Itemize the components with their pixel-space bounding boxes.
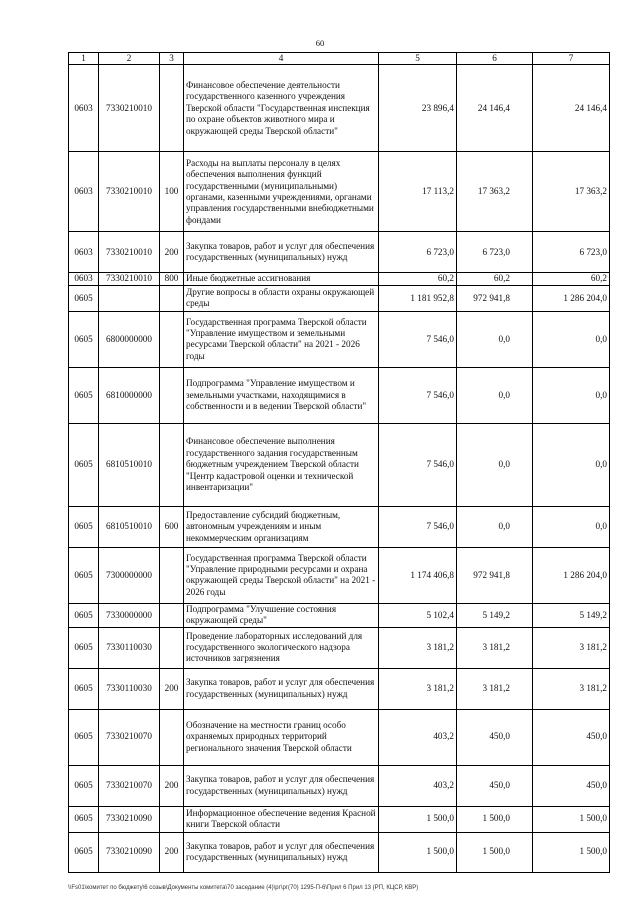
section-code-cell: 0605	[69, 806, 99, 832]
table-row	[69, 232, 610, 273]
amount-year1-cell: 1 500,0	[379, 832, 457, 872]
amount-year1-cell: 7 546,0	[379, 423, 457, 506]
table-row	[69, 285, 610, 311]
item-name-cell: Закупка товаров, работ и услуг для обеспечения государственных (муниципальных) нужд	[184, 832, 379, 872]
target-article-cell: 7330210090	[99, 806, 160, 832]
item-name-cell: Информационное обеспечение ведения Красной книги Тверской области	[184, 806, 379, 832]
amount-year1-cell: 3 181,2	[379, 627, 457, 668]
section-code-cell: 0603	[69, 152, 99, 232]
item-name-cell: Финансовое обеспечение деятельности государственного казенного учреждения Тверской области "Государственная инспекция по охране объектов животного мира и окружающей среды Тверской области"	[184, 65, 379, 152]
amount-year1-cell: 7 546,0	[379, 506, 457, 547]
amount-year2-cell: 972 941,8	[457, 547, 533, 603]
table-row	[69, 506, 610, 547]
item-name-cell: Предоставление субсидий бюджетным, автономным учреждениям и иным некоммерческим организациям	[184, 506, 379, 547]
footer-file-path: \\Fs01\комитет по бюджету\6 созыв\Документы комитета\70 заседание (4)\рг\рг(70) 1295-П-6\Прил 6 Прил 13 (РП, КЦСР, КВР)	[68, 885, 419, 891]
amount-year3-cell: 0,0	[533, 423, 610, 506]
header-cell: 7	[533, 53, 610, 65]
amount-year1-cell: 17 113,2	[379, 152, 457, 232]
item-name-cell: Подпрограмма "Улучшение состояния окружающей среды"	[184, 603, 379, 627]
amount-year1-cell: 7 546,0	[379, 367, 457, 423]
amount-year3-cell: 1 286 204,0	[533, 547, 610, 603]
section-code-cell: 0603	[69, 232, 99, 273]
header-cell: 4	[184, 53, 379, 65]
amount-year2-cell: 450,0	[457, 765, 533, 806]
expense-type-cell: 200	[160, 765, 184, 806]
expense-type-cell	[160, 311, 184, 367]
section-code-cell: 0605	[69, 285, 99, 311]
target-article-cell: 7330210010	[99, 152, 160, 232]
target-article-cell: 6800000000	[99, 311, 160, 367]
amount-year2-cell: 60,2	[457, 273, 533, 285]
target-article-cell: 7330210090	[99, 832, 160, 872]
target-article-cell: 7330210010	[99, 65, 160, 152]
amount-year3-cell: 450,0	[533, 709, 610, 765]
amount-year3-cell: 5 149,2	[533, 603, 610, 627]
amount-year3-cell: 1 286 204,0	[533, 285, 610, 311]
table-row	[69, 367, 610, 423]
target-article-cell	[99, 285, 160, 311]
item-name-cell: Государственная программа Тверской области "Управление природными ресурсами и охрана окружающей среды Тверской области" на 2021 - 2026 годы	[184, 547, 379, 603]
target-article-cell: 6810510010	[99, 506, 160, 547]
amount-year2-cell: 24 146,4	[457, 65, 533, 152]
amount-year3-cell: 0,0	[533, 367, 610, 423]
amount-year1-cell: 1 181 952,8	[379, 285, 457, 311]
target-article-cell: 6810510010	[99, 423, 160, 506]
expense-type-cell	[160, 806, 184, 832]
section-code-cell: 0603	[69, 273, 99, 285]
amount-year1-cell: 1 174 406,8	[379, 547, 457, 603]
amount-year2-cell: 972 941,8	[457, 285, 533, 311]
amount-year2-cell: 6 723,0	[457, 232, 533, 273]
amount-year1-cell: 23 896,4	[379, 65, 457, 152]
amount-year3-cell: 1 500,0	[533, 806, 610, 832]
amount-year1-cell: 1 500,0	[379, 806, 457, 832]
amount-year2-cell: 450,0	[457, 709, 533, 765]
item-name-cell: Закупка товаров, работ и услуг для обеспечения государственных (муниципальных) нужд	[184, 668, 379, 709]
item-name-cell: Закупка товаров, работ и услуг для обеспечения государственных (муниципальных) нужд	[184, 232, 379, 273]
table-row	[69, 603, 610, 627]
amount-year1-cell: 403,2	[379, 765, 457, 806]
item-name-cell: Государственная программа Тверской области "Управление имуществом и земельными ресурсами Тверской области" на 2021 - 2026 годы	[184, 311, 379, 367]
expense-type-cell: 200	[160, 832, 184, 872]
section-code-cell: 0603	[69, 65, 99, 152]
target-article-cell: 7300000000	[99, 547, 160, 603]
expense-type-cell: 600	[160, 506, 184, 547]
section-code-cell: 0605	[69, 367, 99, 423]
amount-year3-cell: 1 500,0	[533, 832, 610, 872]
expense-type-cell	[160, 285, 184, 311]
amount-year2-cell: 1 500,0	[457, 832, 533, 872]
amount-year3-cell: 3 181,2	[533, 668, 610, 709]
table-row	[69, 311, 610, 367]
target-article-cell: 7330110030	[99, 668, 160, 709]
table-row	[69, 152, 610, 232]
item-name-cell: Проведение лабораторных исследований для государственного экологического надзора источников загрязнения	[184, 627, 379, 668]
section-code-cell: 0605	[69, 506, 99, 547]
target-article-cell: 7330210070	[99, 709, 160, 765]
amount-year3-cell: 24 146,4	[533, 65, 610, 152]
header-row	[69, 53, 610, 65]
amount-year2-cell: 0,0	[457, 506, 533, 547]
target-article-cell: 6810000000	[99, 367, 160, 423]
amount-year2-cell: 1 500,0	[457, 806, 533, 832]
section-code-cell: 0605	[69, 603, 99, 627]
section-code-cell: 0605	[69, 765, 99, 806]
amount-year3-cell: 0,0	[533, 311, 610, 367]
expense-type-cell	[160, 65, 184, 152]
amount-year3-cell: 0,0	[533, 506, 610, 547]
amount-year1-cell: 403,2	[379, 709, 457, 765]
expense-type-cell	[160, 603, 184, 627]
expense-type-cell	[160, 367, 184, 423]
target-article-cell: 7330210010	[99, 232, 160, 273]
item-name-cell: Другие вопросы в области охраны окружающей среды	[184, 285, 379, 311]
amount-year2-cell: 17 363,2	[457, 152, 533, 232]
table-row	[69, 765, 610, 806]
header-cell: 1	[69, 53, 99, 65]
amount-year3-cell: 450,0	[533, 765, 610, 806]
header-cell: 5	[379, 53, 457, 65]
header-cell: 6	[457, 53, 533, 65]
amount-year3-cell: 3 181,2	[533, 627, 610, 668]
section-code-cell: 0605	[69, 668, 99, 709]
item-name-cell: Закупка товаров, работ и услуг для обеспечения государственных (муниципальных) нужд	[184, 765, 379, 806]
amount-year1-cell: 6 723,0	[379, 232, 457, 273]
expense-type-cell: 800	[160, 273, 184, 285]
expense-type-cell: 200	[160, 668, 184, 709]
section-code-cell: 0605	[69, 423, 99, 506]
table-row	[69, 627, 610, 668]
amount-year3-cell: 17 363,2	[533, 152, 610, 232]
amount-year1-cell: 3 181,2	[379, 668, 457, 709]
budget-table	[68, 52, 610, 873]
target-article-cell: 7330110030	[99, 627, 160, 668]
amount-year2-cell: 0,0	[457, 311, 533, 367]
section-code-cell: 0605	[69, 547, 99, 603]
target-article-cell: 7330210010	[99, 273, 160, 285]
table-row	[69, 423, 610, 506]
table-row	[69, 668, 610, 709]
page-number: 60	[315, 38, 325, 48]
expense-type-cell	[160, 547, 184, 603]
table-row	[69, 65, 610, 152]
item-name-cell: Расходы на выплаты персоналу в целях обеспечения выполнения функций государственными (муниципальными) органами, казенными учреждениями, органами управления государственными внебюджетными фондами	[184, 152, 379, 232]
table-row	[69, 709, 610, 765]
item-name-cell: Подпрограмма "Управление имуществом и земельными участками, находящимися в собственности и в ведении Тверской области"	[184, 367, 379, 423]
amount-year1-cell: 7 546,0	[379, 311, 457, 367]
table-row	[69, 806, 610, 832]
amount-year2-cell: 5 149,2	[457, 603, 533, 627]
amount-year2-cell: 3 181,2	[457, 668, 533, 709]
header-cell: 2	[99, 53, 160, 65]
header-cell: 3	[160, 53, 184, 65]
expense-type-cell	[160, 709, 184, 765]
table-row	[69, 547, 610, 603]
table-row	[69, 273, 610, 285]
amount-year2-cell: 3 181,2	[457, 627, 533, 668]
expense-type-cell: 200	[160, 232, 184, 273]
amount-year3-cell: 6 723,0	[533, 232, 610, 273]
section-code-cell: 0605	[69, 311, 99, 367]
expense-type-cell	[160, 423, 184, 506]
item-name-cell: Иные бюджетные ассигнования	[184, 273, 379, 285]
expense-type-cell: 100	[160, 152, 184, 232]
amount-year2-cell: 0,0	[457, 367, 533, 423]
item-name-cell: Обозначение на местности границ особо охраняемых природных территорий регионального значения Тверской области	[184, 709, 379, 765]
target-article-cell: 7330000000	[99, 603, 160, 627]
expense-type-cell	[160, 627, 184, 668]
table-body	[69, 65, 610, 872]
amount-year1-cell: 5 102,4	[379, 603, 457, 627]
amount-year3-cell: 60,2	[533, 273, 610, 285]
item-name-cell: Финансовое обеспечение выполнения государственного задания государственным бюджетным учреждением Тверской области "Центр кадастровой оценки и технической инвентаризации"	[184, 423, 379, 506]
amount-year2-cell: 0,0	[457, 423, 533, 506]
table-row	[69, 832, 610, 872]
section-code-cell: 0605	[69, 832, 99, 872]
target-article-cell: 7330210070	[99, 765, 160, 806]
amount-year1-cell: 60,2	[379, 273, 457, 285]
section-code-cell: 0605	[69, 627, 99, 668]
section-code-cell: 0605	[69, 709, 99, 765]
